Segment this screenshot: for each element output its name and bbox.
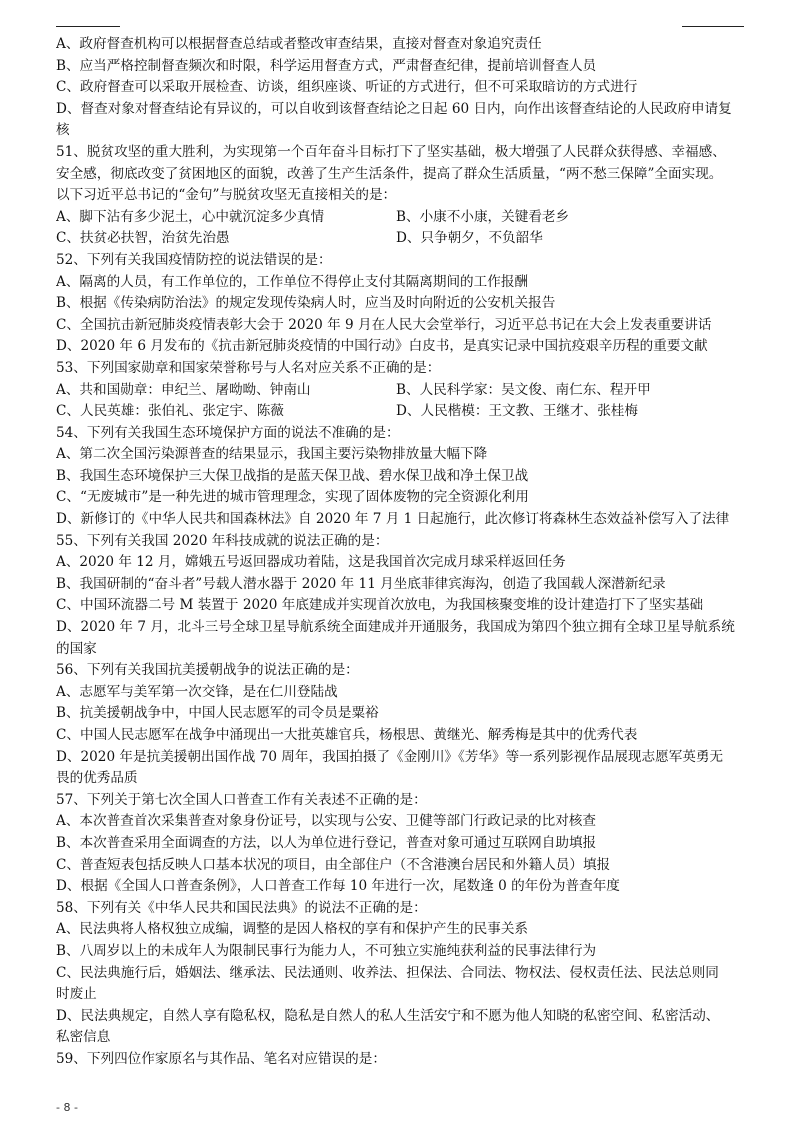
q58-option-d-line1: D、民法典规定，自然人享有隐私权，隐私是自然人的私人生活安宁和不愿为他人知晓的私密空间、私密活动、 [56,1007,720,1024]
q57-stem: 57、下列关于第七次全国人口普查工作有关表述不正确的是： [56,791,427,808]
q53-option-d: D、人民楷模：王文教、王继才、张桂梅 [396,403,638,420]
q54-option-a: A、第二次全国污染源普查的结果显示，我国主要污染物排放量大幅下降 [56,446,488,463]
q50-option-d-line1: D、督查对象对督查结论有异议的，可以自收到该督查结论之日起 60 日内，向作出该督查结论的人民政府申请复 [56,100,732,117]
q55-option-d-line1: D、2020 年 7 月，北斗三号全球卫星导航系统全面建成并开通服务，我国成为第四个独立拥有全球卫星导航系统 [56,619,735,636]
q51-options-row2 [56,228,746,250]
q58-option-c-line2: 时废止 [56,986,97,1003]
q54-option-c: C、“无废城市”是一种先进的城市管理理念，实现了固体废物的完全资源化利用 [56,489,529,506]
q56-option-a: A、志愿军与美军第一次交锋，是在仁川登陆战 [56,683,338,700]
q52-option-b: B、根据《传染病防治法》的规定发现传染病人时，应当及时向附近的公安机关报告 [56,295,556,312]
q55-stem: 55、下列有关我国 2020 年科技成就的说法正确的是： [56,532,389,549]
q55-option-d-line2: 的国家 [56,640,97,657]
q59-stem: 59、下列四位作家原名与其作品、笔名对应错误的是： [56,1050,386,1067]
q55-option-a: A、2020 年 12 月，嫦娥五号返回器成功着陆，这是我国首次完成月球采样返回任务 [56,554,566,571]
q51-option-c: C、扶贫必扶智，治贫先治愚 [56,230,230,247]
q58-stem: 58、下列有关《中华人民共和国民法典》的说法不正确的是： [56,899,427,916]
q56-option-c: C、中国人民志愿军在战争中涌现出一大批英雄官兵，杨根思、黄继光、解秀梅是其中的优秀代表 [56,727,638,743]
q51-options-row1 [56,207,746,229]
q51-stem-line2: 安全感，彻底改变了贫困地区的面貌，改善了生产生活条件，提高了群众生活质量，“两不愁三保障”全面实现。 [56,165,723,182]
header-rule-left [56,26,120,27]
q56-option-b: B、抗美援朝战争中，中国人民志愿军的司令员是粟裕 [56,705,379,722]
q57-option-c: C、普查短表包括反映人口基本状况的项目，由全部住户（不含港澳台居民和外籍人员）填报 [56,856,611,873]
q53-option-a: A、共和国勋章：申纪兰、屠呦呦、钟南山 [56,381,311,398]
q53-stem: 53、下列国家勋章和国家荣誉称号与人名对应关系不正确的是： [56,359,441,376]
q50-option-a: A、政府督查机构可以根据督查总结或者整改审查结果，直接对督查对象追究责任 [56,36,542,52]
q56-option-d-line2: 畏的优秀品质 [56,770,138,787]
q51-stem-line1: 51、脱贫攻坚的重大胜利，为实现第一个百年奋斗目标打下了坚实基础，极大增强了人民群众获得感、幸福感、 [56,143,726,160]
header-rule-right [682,26,744,27]
q55-option-c: C、中国环流器二号 M 装置于 2020 年底建成并实现首次放电，为我国核聚变堆的设计建造打下了坚实基础 [56,597,704,614]
q54-option-b: B、我国生态环境保护三大保卫战指的是蓝天保卫战、碧水保卫战和净土保卫战 [56,467,529,484]
q52-option-d: D、2020 年 6 月发布的《抗击新冠肺炎疫情的中国行动》白皮书，是真实记录中国抗疫艰辛历程的重要文献 [56,338,708,355]
q58-option-d-line2: 私密信息 [56,1029,111,1046]
q57-option-a: A、本次普查首次采集普查对象身份证号，以实现与公安、卫健等部门行政记录的比对核查 [56,813,596,830]
q51-option-a: A、脚下沾有多少泥土，心中就沉淀多少真情 [56,208,325,225]
q54-option-d: D、新修订的《中华人民共和国森林法》自 2020 年 7 月 1 日起施行，此次修订将森林生态效益补偿写入了法律 [56,511,730,528]
q57-option-b: B、本次普查采用全面调查的方法，以人为单位进行登记，普查对象可通过互联网自助填报 [56,834,597,851]
q52-option-a: A、隔离的人员，有工作单位的，工作单位不得停止支付其隔离期间的工作报酬 [56,273,529,290]
q50-option-c: C、政府督查可以采取开展检查、访谈，组织座谈、听证的方式进行，但不可采取暗访的方式进行 [56,79,638,96]
page-content [56,34,746,1071]
q53-option-c: C、人民英雄：张伯礼、张定宇、陈薇 [56,403,284,420]
q50-option-b: B、应当严格控制督查频次和时限，科学运用督查方式，严肃督查纪律，提前培训督查人员 [56,57,597,74]
q56-option-d-line1: D、2020 年是抗美援朝出国作战 70 周年，我国拍摄了《金刚川》《芳华》等一系列影视作品展现志愿军英勇无 [56,748,724,765]
q50-option-d-line2: 核 [56,122,70,139]
q52-stem: 52、下列有关我国疫情防控的说法错误的是： [56,251,332,268]
q58-option-c-line1: C、民法典施行后，婚姻法、继承法、民法通则、收养法、担保法、合同法、物权法、侵权责任法、民法总则同 [56,964,719,981]
q57-option-d: D、根据《全国人口普查条例》，人口普查工作每 10 年进行一次，尾数逢 0 的年份为普查年度 [56,878,620,895]
q53-option-b: B、人民科学家：吴文俊、南仁东、程开甲 [396,381,651,398]
q51-option-d: D、只争朝夕，不负韶华 [396,230,543,247]
q53-options-row1 [56,380,746,402]
q52-option-c: C、全国抗击新冠肺炎疫情表彰大会于 2020 年 9 月在人民大会堂举行，习近平总书记在大会上发表重要讲话 [56,316,712,333]
page-number: - 8 - [56,1101,78,1114]
q51-stem-line3: 以下习近平总书记的“金句”与脱贫攻坚无直接相关的是： [56,187,397,204]
q54-stem: 54、下列有关我国生态环境保护方面的说法不准确的是： [56,424,400,441]
q58-option-a: A、民法典将人格权独立成编，调整的是因人格权的享有和保护产生的民事关系 [56,921,529,938]
q58-option-b: B、八周岁以上的未成年人为限制民事行为能力人，不可独立实施纯获利益的民事法律行为 [56,942,597,959]
q55-option-b: B、我国研制的“奋斗者”号载人潜水器于 2020 年 11 月坐底菲律宾海沟，创造了我国载人深潜新纪录 [56,575,666,592]
q53-options-row2 [56,401,746,423]
q51-option-b: B、小康不小康，关键看老乡 [396,208,570,225]
q56-stem: 56、下列有关我国抗美援朝战争的说法正确的是： [56,662,359,679]
